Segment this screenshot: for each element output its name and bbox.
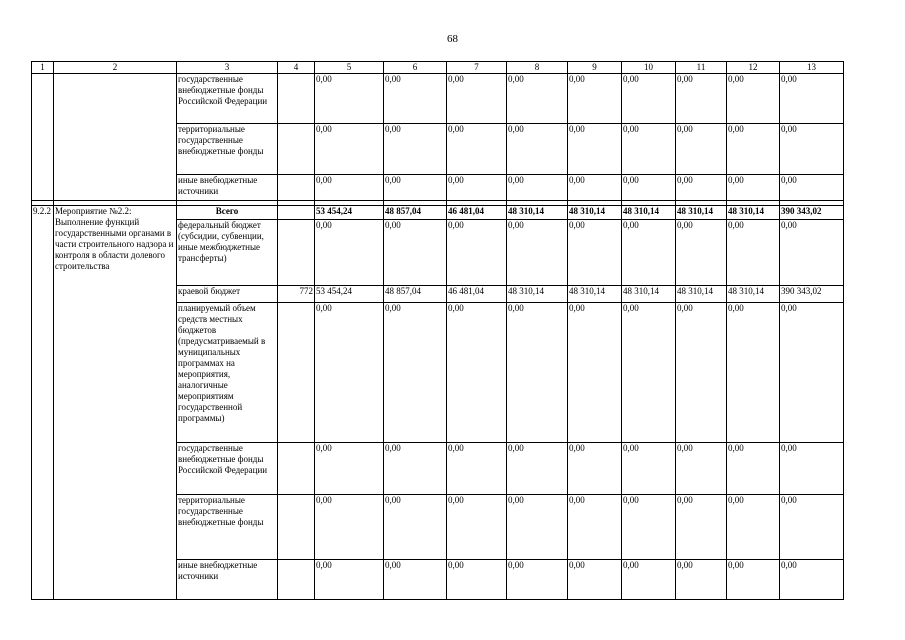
- value-cell: 0,00: [384, 74, 447, 124]
- value-cell: 0,00: [780, 443, 844, 495]
- header-cell: 6: [384, 62, 447, 74]
- value-cell: 48 310,14: [507, 286, 568, 303]
- value-cell: 0,00: [676, 124, 727, 175]
- table-row: [32, 206, 844, 220]
- value-cell: 0,00: [727, 303, 780, 443]
- number-cell-continued: [32, 74, 54, 201]
- value-cell: 0,00: [315, 495, 384, 560]
- measure-number: 9.2.2: [32, 206, 54, 600]
- code-cell: [278, 443, 315, 495]
- value-cell: 0,00: [622, 220, 676, 286]
- header-cell: 2: [54, 62, 177, 74]
- header-cell: 3: [177, 62, 278, 74]
- value-cell: 0,00: [384, 495, 447, 560]
- value-cell: 390 343,02: [780, 286, 844, 303]
- value-cell: 0,00: [568, 495, 622, 560]
- header-cell: 8: [507, 62, 568, 74]
- value-cell: 0,00: [568, 74, 622, 124]
- value-cell: 0,00: [315, 124, 384, 175]
- code-cell: [278, 303, 315, 443]
- source-cell: территориальные государственные внебюджетные фонды: [177, 124, 278, 175]
- value-cell: 48 857,04: [384, 286, 447, 303]
- code-cell: [278, 560, 315, 600]
- page-number: 68: [447, 33, 458, 45]
- value-cell: 0,00: [315, 220, 384, 286]
- source-cell: государственные внебюджетные фонды Российской Федерации: [177, 74, 278, 124]
- value-cell: 0,00: [447, 495, 507, 560]
- measure-title: Мероприятие №2.2: Выполнение функций государственными органами в части строительного надзора и контроля в области долевого строительства: [54, 206, 177, 600]
- value-cell: 0,00: [447, 74, 507, 124]
- table-body: [32, 62, 844, 600]
- value-cell: 0,00: [676, 560, 727, 600]
- value-cell: 0,00: [507, 74, 568, 124]
- value-cell: 0,00: [676, 443, 727, 495]
- value-cell: 0,00: [507, 124, 568, 175]
- table-row: [32, 74, 844, 124]
- header-cell: 1: [32, 62, 54, 74]
- code-cell: [278, 220, 315, 286]
- value-cell: 0,00: [568, 220, 622, 286]
- value-cell: 53 454,24: [315, 206, 384, 220]
- value-cell: 0,00: [507, 495, 568, 560]
- header-cell: 10: [622, 62, 676, 74]
- value-cell: 0,00: [780, 303, 844, 443]
- value-cell: 0,00: [622, 175, 676, 201]
- value-cell: 48 310,14: [622, 206, 676, 220]
- header-cell: 7: [447, 62, 507, 74]
- value-cell: 0,00: [315, 175, 384, 201]
- value-cell: 0,00: [676, 495, 727, 560]
- value-cell: 0,00: [507, 175, 568, 201]
- value-cell: 0,00: [447, 303, 507, 443]
- source-cell: планируемый объем средств местных бюджетов (предусматриваемый в муниципальных программах на мероприятия, аналогичные мероприятиям государственной программы): [177, 303, 278, 443]
- value-cell: 53 454,24: [315, 286, 384, 303]
- value-cell: 390 343,02: [780, 206, 844, 220]
- value-cell: 0,00: [315, 443, 384, 495]
- source-cell: федеральный бюджет (субсидии, субвенции, иные межбюджетные трансферты): [177, 220, 278, 286]
- value-cell: 0,00: [622, 303, 676, 443]
- header-cell: 4: [278, 62, 315, 74]
- value-cell: 0,00: [384, 560, 447, 600]
- value-cell: 0,00: [780, 175, 844, 201]
- value-cell: 0,00: [622, 124, 676, 175]
- value-cell: 48 310,14: [568, 286, 622, 303]
- value-cell: 0,00: [507, 443, 568, 495]
- value-cell: 0,00: [384, 443, 447, 495]
- value-cell: 48 310,14: [622, 286, 676, 303]
- value-cell: 0,00: [315, 74, 384, 124]
- value-cell: 0,00: [315, 303, 384, 443]
- value-cell: 0,00: [780, 560, 844, 600]
- value-cell: 0,00: [622, 560, 676, 600]
- source-cell: краевой бюджет: [177, 286, 278, 303]
- value-cell: 0,00: [568, 303, 622, 443]
- code-cell: [278, 495, 315, 560]
- value-cell: 0,00: [384, 303, 447, 443]
- value-cell: 0,00: [780, 495, 844, 560]
- value-cell: 46 481,04: [447, 286, 507, 303]
- value-cell: 0,00: [568, 443, 622, 495]
- value-cell: 0,00: [447, 175, 507, 201]
- value-cell: 0,00: [447, 220, 507, 286]
- value-cell: 48 310,14: [676, 286, 727, 303]
- value-cell: 48 310,14: [507, 206, 568, 220]
- header-cell: 12: [727, 62, 780, 74]
- value-cell: 0,00: [676, 220, 727, 286]
- code-cell: [278, 175, 315, 201]
- value-cell: 0,00: [676, 175, 727, 201]
- code-cell: [278, 206, 315, 220]
- header-cell: 11: [676, 62, 727, 74]
- code-cell: [278, 74, 315, 124]
- source-cell: иные внебюджетные источники: [177, 175, 278, 201]
- header-cell: 13: [780, 62, 844, 74]
- value-cell: 0,00: [568, 124, 622, 175]
- value-cell: 0,00: [727, 124, 780, 175]
- code-cell: [278, 124, 315, 175]
- value-cell: 0,00: [727, 74, 780, 124]
- value-cell: 0,00: [447, 124, 507, 175]
- value-cell: 0,00: [447, 560, 507, 600]
- value-cell: 0,00: [568, 175, 622, 201]
- source-cell: территориальные государственные внебюджетные фонды: [177, 495, 278, 560]
- value-cell: 48 310,14: [727, 286, 780, 303]
- value-cell: 46 481,04: [447, 206, 507, 220]
- value-cell: 0,00: [507, 303, 568, 443]
- value-cell: 0,00: [676, 303, 727, 443]
- value-cell: 0,00: [447, 443, 507, 495]
- value-cell: 0,00: [507, 560, 568, 600]
- value-cell: 0,00: [315, 560, 384, 600]
- value-cell: 0,00: [568, 560, 622, 600]
- value-cell: 0,00: [727, 175, 780, 201]
- measure-cell-continued: [54, 74, 177, 201]
- value-cell: 0,00: [676, 74, 727, 124]
- value-cell: 0,00: [622, 443, 676, 495]
- value-cell: 0,00: [780, 220, 844, 286]
- value-cell: 0,00: [384, 175, 447, 201]
- header-cell: 9: [568, 62, 622, 74]
- value-cell: 0,00: [507, 220, 568, 286]
- value-cell: 0,00: [384, 220, 447, 286]
- source-cell: иные внебюджетные источники: [177, 560, 278, 600]
- header-cell: 5: [315, 62, 384, 74]
- value-cell: 0,00: [727, 495, 780, 560]
- value-cell: 0,00: [780, 74, 844, 124]
- value-cell: 48 310,14: [568, 206, 622, 220]
- value-cell: 0,00: [727, 443, 780, 495]
- code-cell: 772: [278, 286, 315, 303]
- value-cell: 0,00: [780, 124, 844, 175]
- source-cell: государственные внебюджетные фонды Российской Федерации: [177, 443, 278, 495]
- value-cell: 48 310,14: [676, 206, 727, 220]
- value-cell: 48 310,14: [727, 206, 780, 220]
- header-row: [32, 62, 844, 74]
- value-cell: 0,00: [727, 220, 780, 286]
- value-cell: 0,00: [384, 124, 447, 175]
- value-cell: 48 857,04: [384, 206, 447, 220]
- value-cell: 0,00: [727, 560, 780, 600]
- value-cell: 0,00: [622, 74, 676, 124]
- source-cell: Всего: [177, 206, 278, 220]
- budget-table: [31, 61, 844, 600]
- value-cell: 0,00: [622, 495, 676, 560]
